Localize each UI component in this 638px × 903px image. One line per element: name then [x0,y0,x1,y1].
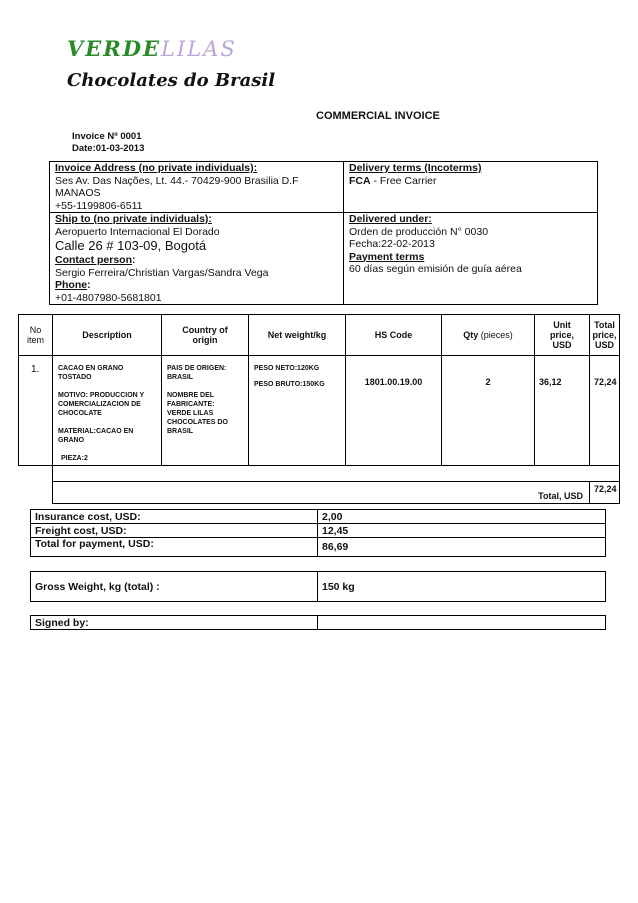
row-country [162,356,249,466]
ship-to-cell [50,213,344,305]
invoice-number: Invoice Nº 0001 [72,131,142,142]
invoice-address-cell [50,162,344,213]
payment-label: Total for payment, USD: [31,538,318,557]
ship-to-line1: Aeropuerto Internacional El Dorado [55,225,220,238]
country-origin: PAIS DE ORIGEN: BRASIL [167,365,227,381]
total-blank [19,482,53,504]
delivered-under-line2: Fecha:22-02-2013 [349,238,435,250]
total-value: 72,24 [590,482,620,504]
header-total-price: Total price, USD [590,315,620,356]
items-table [18,314,620,504]
gross-weight-row [31,572,606,602]
ship-to-line2: Calle 26 # 103-09, Bogotá [55,238,207,253]
row-weight [249,356,346,466]
insurance-label: Insurance cost, USD: [31,510,318,524]
delivery-terms-value [349,175,592,188]
delivery-terms-heading: Delivery terms (Incoterms) [349,162,482,174]
document-title: COMMERCIAL INVOICE [316,110,440,122]
desc-product: CACAO EN GRANO TOSTADO [58,365,124,381]
company-logo [67,36,237,61]
row-total: 72,24 [590,356,620,466]
costs-spacer [31,557,606,572]
freight-row [31,524,606,538]
signed-row [31,616,606,630]
costs-table [30,509,606,630]
incoterm-text: - Free Carrier [370,174,437,187]
header-qty-bold: Qty [463,330,479,340]
total-label: Total, USD [53,482,590,504]
header-description: Description [53,315,162,356]
row-description [53,356,162,466]
delivered-under-line1: Orden de producción N° 0030 [349,225,489,238]
invoice-address-line2: MANAOS [55,187,101,199]
contact-person: Sergio Ferreira/Christian Vargas/Sandra Vega [55,266,269,279]
gross-weight-value: 150 kg [318,572,606,602]
signed-spacer [31,602,606,616]
desc-pieces: PIEZA:2 [61,455,88,462]
signature-field[interactable] [318,616,606,630]
gross-weight-label: Gross Weight, kg (total) : [31,572,318,602]
header-hs-code: HS Code [346,315,442,356]
logo-text-verde: VERDE [67,36,161,61]
invoice-address-heading: Invoice Address (no private individuals): [55,162,258,174]
phone-label [55,279,338,292]
payment-terms-heading: Payment terms [349,250,425,263]
header-net-weight: Net weight/kg [249,315,346,356]
invoice-meta [72,131,144,155]
contact-colon: : [132,254,136,266]
items-header-row [19,315,620,356]
row-hs-code: 1801.00.19.00 [346,356,442,466]
costs-gap [31,557,606,572]
row-qty: 2 [442,356,535,466]
desc-motive: MOTIVO: PRODUCCION Y COMERCIALIZACION DE CHOCOLATE [58,392,145,417]
spacer-cell [19,466,53,482]
logo-text-lilas: LILAS [160,37,237,61]
phone-label-text: Phone [55,279,88,291]
gross-weight: PESO BRUTO:150KG [254,381,325,388]
manufacturer: NOMBRE DEL FABRICANTE: VERDE LILAS CHOCOLATES DO BRASIL [167,392,228,435]
header-unit-price: Unit price, USD [535,315,590,356]
total-row [19,482,620,504]
row-no: 1. [19,356,53,466]
header-country: Country of origin [162,315,249,356]
row-unit-price: 36,12 [535,356,590,466]
header-qty-light: (pieces) [478,330,513,340]
header-qty [442,315,535,356]
insurance-row [31,510,606,524]
invoice-date: Date:01-03-2013 [72,143,145,154]
spacer-cell-wide [53,466,620,482]
payment-row [31,538,606,557]
freight-label: Freight cost, USD: [31,524,318,538]
freight-value: 12,45 [318,524,606,538]
invoice-address-line1: Ses Av. Das Nações, Lt. 44.- 70429-900 Brasilia D.F [55,174,299,187]
contact-person-label [55,254,338,267]
table-row [19,356,620,466]
address-table [49,161,598,305]
header-no-item: No item [19,315,53,356]
table-spacer-row [19,466,620,482]
signed-gap [31,602,606,616]
payment-value: 86,69 [318,538,606,557]
invoice-address-line3: +55-1199806-6511 [55,199,143,212]
net-weight: PESO NETO:120KG [254,365,320,372]
ship-to-heading: Ship to (no private individuals): [55,213,212,225]
signed-label: Signed by: [31,616,318,630]
delivery-terms-cell [344,162,598,213]
desc-material: MATERIAL:CACAO EN GRANO [58,428,134,444]
phone-colon: : [87,279,91,291]
delivered-under-cell [344,213,598,305]
payment-terms: 60 días según emisión de guía aérea [349,263,522,275]
delivered-under-heading: Delivered under: [349,213,432,225]
insurance-value: 2,00 [318,510,606,524]
phone-number: +01-4807980-5681801 [55,291,162,304]
contact-label-text: Contact person [55,254,133,266]
company-tagline: Chocolates do Brasil [67,70,276,91]
incoterm-code: FCA [349,174,371,187]
